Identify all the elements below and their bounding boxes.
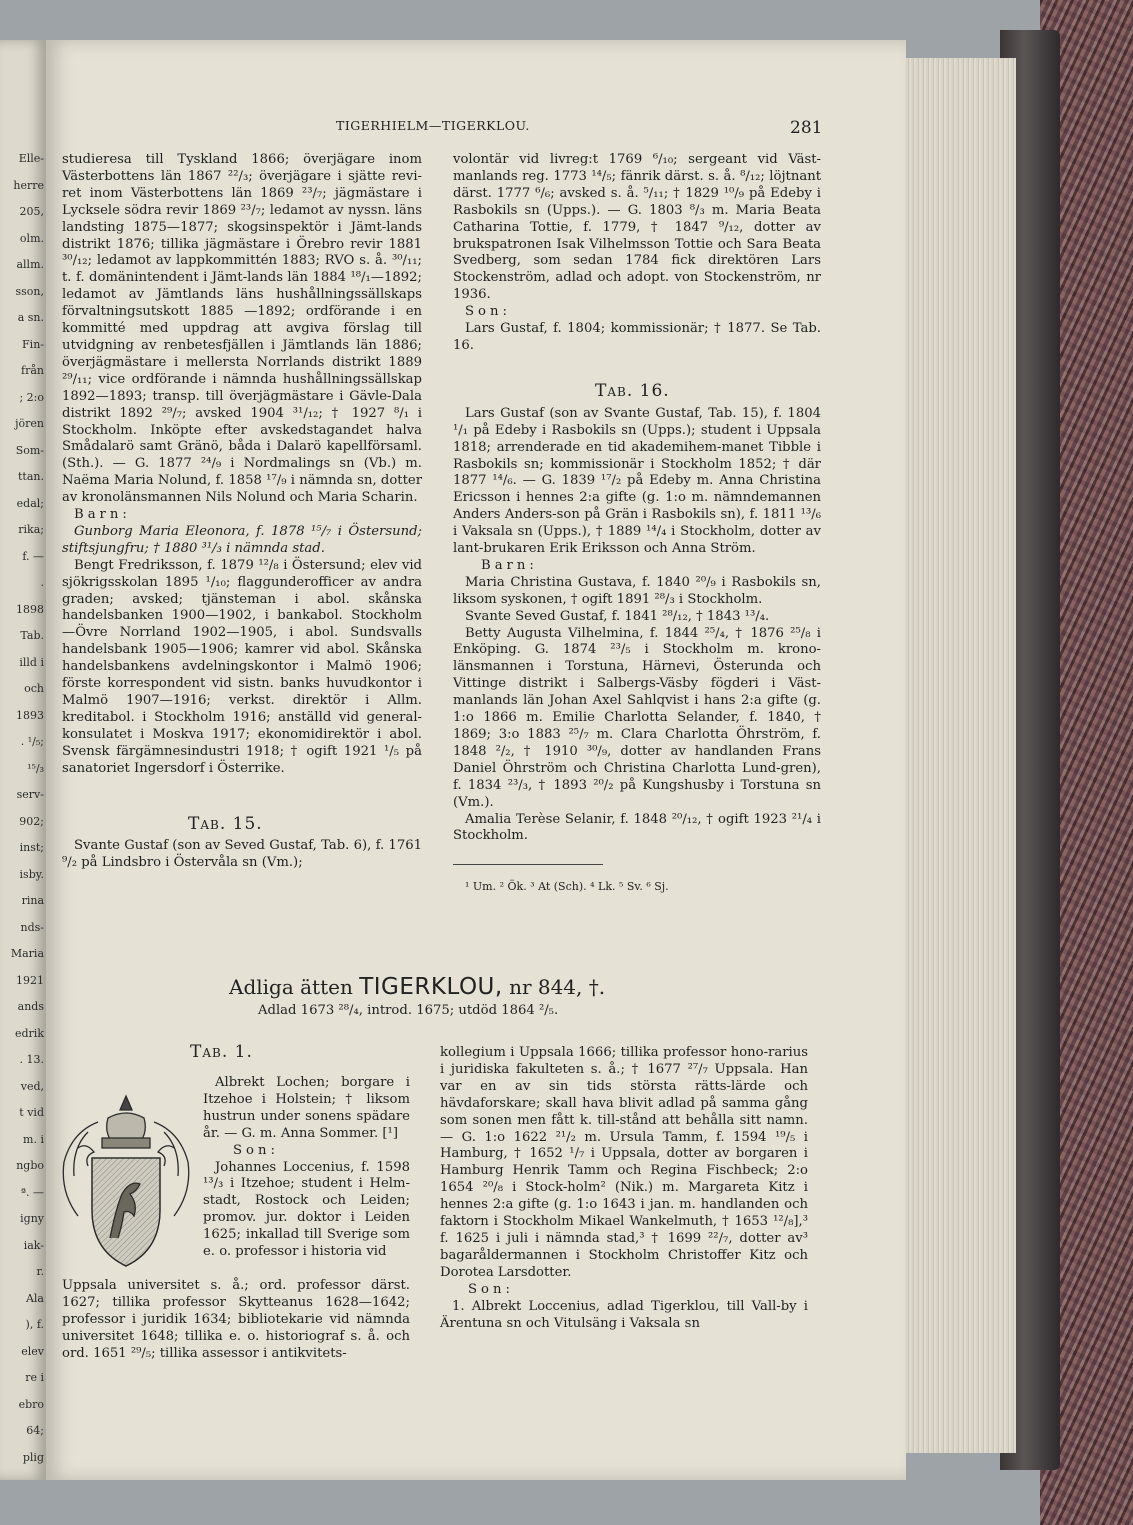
son-label: Son: <box>233 1142 279 1158</box>
paragraph: volontär vid livreg:t 1769 ⁶/₁₀; sergeant vid Väst-manlands reg. 1773 ¹⁴/₅; fänrik därst. s. å. ⁸/₁₂; löjtnant därst. 1777 ⁶/₆; avsked s. å. ⁵/₁₁; † 1829 ¹⁰/₉ på Edeby i Rasbokils sn (Upps.). — G. 1803 ⁸/₃ m. Maria Beata Catharina Tottie, f. 1779, † 1847 ⁹/₁₂, dotter av brukspatronen Isak Vilhelmsson Tottie och Sara Beata Svedberg, som sedan 1784 fick direktören Lars Stockenström, adlad och adopt. von Stockenström, nr 1936. <box>453 152 821 303</box>
left-page-fragment-line: Fin- <box>22 337 44 351</box>
left-page-fragment-line: ), f. <box>25 1318 44 1331</box>
left-page-fragment-line: 1898 <box>16 602 44 616</box>
left-page-fragment-line: serv- <box>16 788 44 801</box>
family-subtitle: Adlad 1673 ²⁸/₄, introd. 1675; utdöd 1864 ²/₅. <box>258 1003 559 1018</box>
paragraph: studieresa till Tyskland 1866; överjägare inom Västerbottens län 1867 ²²/₃; överjägare i sjätte revi-ret inom Västerbottens län 1869 ²³/₇; jägmästare i Lycksele södra revir 1869 ²³/₇; ledamot av nyssn. läns landsting 1875—1877; skogsinspektör i Jämt-lands distrikt 1876; tillika jägmästare i Örebro revir 1881 ³⁰/₁₂; ledamot av lappkommittén 1883; RVO s. å. ³⁰/₁₁; t. f. domänintendent i Jämt-lands län 1884 ¹⁸/₁—1892; ledamot av Jämtlands läns hushållningssällskaps förvaltningsutskott 1885 —1892; ordförande i en kommitté med uppdrag att avgiva förslag till utvidgning av renbetesfjällen i Jämtlands län 1886; överjägmästare i mellersta Norrlands distrikt 1889 ²⁹/₁₁; vice ordförande i nämnda hushållningssällskap 1892—1893; transp. till överjägmästare i Gävle-Dala distrikt 1892 ²⁹/₇; avsked 1904 ³¹/₁₂; † 1927 ⁸/₁ i Stockholm. Inköpte efter avskedstagandet halva Smådalarö samt Gränö, båda i Dalarö kapellförsaml. (Sth.). — G. 1877 ²⁴/₉ i Nordmalings sn (Vb.) m. Naëma Maria Nolund, f. 1858 ¹⁷/₉ i nämnda sn, dotter av kronolänsmannen Nils Nolund och Maria Scharin. <box>62 152 422 506</box>
paragraph: Lars Gustaf, f. 1804; kommissionär; † 1877. Se Tab. 16. <box>453 321 821 353</box>
tab-heading: Tab. 16. <box>595 380 670 401</box>
left-page-fragment-line: 1921 <box>16 973 44 987</box>
paragraph: Albrekt Lochen; borgare i Itzehoe i Holstein; † liksom hustrun under sonens spädare år. — G. m. Anna Sommer. [¹] <box>203 1075 410 1141</box>
left-page-fragment-line: allm. <box>16 258 44 271</box>
family-heading <box>229 974 605 1000</box>
left-page-fragment-line: elev <box>21 1344 44 1358</box>
left-page-fragment <box>0 40 46 1480</box>
paragraph: Maria Christina Gustava, f. 1840 ²⁰/₉ i Rasbokils sn, liksom syskonen, † ogift 1891 ²⁸/₃ i Stockholm. <box>453 574 821 607</box>
tab-heading: Tab. 15. <box>188 813 263 834</box>
barn-label: Barn: <box>74 507 131 523</box>
left-page-fragment-line: re i <box>25 1371 44 1384</box>
left-page-fragment-line: . <box>40 576 44 589</box>
barn-label: Barn: <box>481 557 538 573</box>
left-page-fragment-line: 1893 <box>16 708 44 722</box>
left-page-fragment-line: Som- <box>15 443 44 457</box>
left-page-fragment-line: Ala <box>25 1291 44 1305</box>
coat-of-arms-icon <box>58 1088 194 1278</box>
left-page-fragment-line: 902; <box>19 814 44 828</box>
left-page-fragment-line: sson, <box>15 284 44 298</box>
left-page-fragment-line: 64; <box>26 1424 44 1437</box>
page-block-edges <box>905 58 1016 1453</box>
left-page-fragment-line: . ¹/₅; <box>20 735 44 748</box>
left-page-fragment-line: isby. <box>19 867 44 881</box>
paragraph: Betty Augusta Vilhelmina, f. 1844 ²⁵/₄, † 1876 ²⁵/₈ i Enköping. G. 1874 ²³/₅ i Stockholm m. krono-länsmannen i Torstuna, Härnevi, Österunda och Vittinge distrikt i Salbergs-Väsby fögderi i Väst-manlands län Johan Axel Sahlqvist i hans 2:a gifte (g. 1:o 1866 m. Emilie Charlotta Selander, f. 1840, † 1869; 3:o 1883 ²⁵/₇ m. Clara Charlotta Öhrström, f. 1848 ²/₂, † 1910 ³⁰/₉, dotter av handlanden Frans Daniel Öhrström och Christina Charlotta Lund-gren), f. 1834 ²³/₃, † 1893 ²⁰/₂ på Kungshusby i Torstuna sn (Vm.). <box>453 625 821 810</box>
left-page-fragment-line: t vid <box>19 1106 44 1119</box>
left-page-fragment-line: ¹⁵/₃ <box>27 761 44 775</box>
left-page-fragment-line: ; 2:o <box>19 390 44 404</box>
left-page-fragment-line: . 13. <box>19 1053 44 1066</box>
paragraph: Amalia Terèse Selanir, f. 1848 ²⁰/₁₂, † ogift 1923 ²¹/₄ i Stockholm. <box>453 811 821 844</box>
left-page-fragment-line: r. <box>36 1265 44 1278</box>
right-column <box>453 152 821 845</box>
left-page-fragment-line: edrik <box>15 1026 44 1040</box>
left-page-fragment-line: igny <box>20 1212 44 1225</box>
left-page-fragment-line: edal; <box>16 496 44 510</box>
left-page-fragment-line: a sn. <box>17 311 44 324</box>
son-label: Son: <box>468 1281 514 1297</box>
paragraph: Gunborg Maria Eleonora, f. 1878 ¹⁵/₇ i Östersund; stiftsjungfru; † 1880 ³¹/₃ i nämnda stad. <box>62 523 422 556</box>
left-page-fragment-line: iak- <box>23 1238 44 1252</box>
left-page-fragment-line: Tab. <box>20 629 44 642</box>
left-page-fragment-line: olm. <box>19 231 44 245</box>
left-page-fragment-line: ands <box>17 1000 44 1013</box>
left-page-fragment-line: ª. — <box>20 1185 44 1199</box>
family-prefix: Adliga ätten <box>229 975 353 999</box>
left-column <box>62 152 422 872</box>
left-page-fragment-line: Elle- <box>18 152 44 165</box>
left-page-fragment-line: ved, <box>20 1079 44 1093</box>
left-page-fragment-line: nds- <box>20 920 44 934</box>
left-page-fragment-line: och <box>24 682 44 695</box>
left-page-fragment-line: f. — <box>22 549 44 563</box>
left-page-fragment-line: m. i <box>23 1132 44 1146</box>
left-page-fragment-line: plig <box>22 1450 44 1464</box>
footnotes: ¹ Um. ² Ök. ³ At (Sch). ⁴ Lk. ⁵ Sv. ⁶ Sj. <box>465 880 669 893</box>
son-label: Son: <box>465 304 511 320</box>
paragraph: Bengt Fredriksson, f. 1879 ¹²/₈ i Östersund; elev vid sjökrigsskolan 1895 ¹/₁₀; flaggunderofficer av andra graden; avsked; tjänsteman i abol. skånska handelsbanken 1900—1902, i bankabol. Stockholm —Övre Norrland 1902—1905, i abol. Sundsvalls handelsbank 1905—1906; kamrer vid abol. Skånska handelsbankens avdelningskontor i Malmö 1906; förste korrespondent vid sistn. banks huvudkontor i Malmö 1907—1916; verkst. direktör i Allm. kreditabol. i Stockholm 1916; anställd vid general-konsulatet i Moskva 1917; ekonomidirektör i abol. Svensk färgämnesindustri 1918; † ogift 1921 ¹/₅ på sanatoriet Ingersdorf i Österrike. <box>62 557 422 776</box>
footnote-rule <box>453 864 603 865</box>
left-page-fragment-line: från <box>21 364 44 377</box>
tab1-beside-crest <box>203 1075 410 1261</box>
paragraph: Lars Gustaf (son av Svante Gustaf, Tab. 15), f. 1804 ¹/₁ på Edeby i Rasbokils sn (Upps.); student i Uppsala 1818; arrenderade en tid akademihem-manet Tibble i Rasbokils sn; kommissionär i Stockholm 1852; † där 1877 ¹⁴/₆. — G. 1839 ¹⁷/₂ på Edeby m. Anna Christina Ericsson i hennes 2:a gifte (g. 1:o m. nämndemannen Anders Anders-son på Grän i Rasbokils sn), f. 1811 ¹³/₆ i Vaksala sn (Upps.), † 1889 ¹⁴/₄ i Stockholm, dotter av lant-brukaren Erik Eriksson och Anna Ström. <box>453 405 821 557</box>
left-page-fragment-line: rina <box>21 894 44 907</box>
left-page-fragment-line: ebro <box>18 1397 44 1411</box>
left-page-fragment-line: rika; <box>18 523 44 536</box>
left-page-fragment-line: ngbo <box>16 1159 44 1172</box>
left-page-fragment-line: 205, <box>19 205 44 218</box>
running-title: TIGERHIELM—TIGERKLOU. <box>336 118 530 133</box>
page-number: 281 <box>790 118 823 138</box>
family-suffix: nr 844, †. <box>509 975 606 999</box>
left-page-fragment-line: herre <box>13 178 44 192</box>
left-page-fragment-line: jören <box>15 417 44 430</box>
left-page-fragment-line: illd i <box>19 655 44 669</box>
paragraph: Uppsala universitet s. å.; ord. professor därst. 1627; tillika professor Skytteanus 1628—1642; professor i juridik 1634; bibliotekarie vid nämnda universitet 1648; tillika e. o. historiograf s. å. och ord. 1651 ²⁹/₅; tillika assessor i antikvitets- <box>62 1278 410 1361</box>
family-name: TIGERKLOU, <box>359 974 503 1000</box>
tab1-below-crest <box>62 1278 410 1363</box>
left-page-fragment-line: inst; <box>19 841 44 854</box>
paragraph: kollegium i Uppsala 1666; tillika professor hono-rarius i juridiska fakulteten s. å.; † 1677 ²⁷/₇ Uppsala. Han var en av sin tids största rätts-lärde och hävdaforskare; skall hava blivit adlad på samma gång som sonen men fått k. till-stånd att behålla sitt namn. — G. 1:o 1622 ²¹/₂ m. Ursula Tamm, f. 1594 ¹⁹/₅ i Hamburg, † 1652 ¹/₇ i Uppsala, dotter av borgaren i Hamburg Henrik Tamm och Regina Fischbeck; 2:o 1654 ²⁰/₈ i Stock-holm² (Nik.) m. Margareta Kitz i hennes 2:a gifte (g. 1:o 1643 i jan. m. handlanden och faktorn i Stockholm Mikael Wankelmuth, † 1653 ¹²/₈],³ f. 1625 i juli i nämnda stad,³ † 1699 ²²/₇, dotter av³ bagaråldermannen i Stockholm Christoffer Kitz och Dorotea Larsdotter. <box>440 1045 808 1280</box>
left-page-fragment-line: Maria <box>10 947 44 960</box>
paragraph: Svante Seved Gustaf, f. 1841 ²⁸/₁₂, † 1843 ¹³/₄. <box>465 608 770 624</box>
tab-heading: Tab. 1. <box>190 1042 253 1062</box>
tab1-right-column <box>440 1045 808 1332</box>
paragraph: Svante Gustaf (son av Seved Gustaf, Tab. 6), f. 1761 ⁹/₂ på Lindsbro i Östervåla sn (Vm.); <box>62 838 422 871</box>
paragraph: Johannes Loccenius, f. 1598 ¹³/₃ i Itzehoe; student i Helm-stadt, Rostock och Leiden; promov. jur. doktor i Leiden 1625; inkallad till Sverige som e. o. professor i historia vid <box>203 1159 410 1260</box>
paragraph: 1. Albrekt Loccenius, adlad Tigerklou, till Vall-by i Ärentuna sn och Vitulsäng i Vaksala sn <box>440 1298 808 1331</box>
left-page-fragment-line: ttan. <box>18 470 44 483</box>
